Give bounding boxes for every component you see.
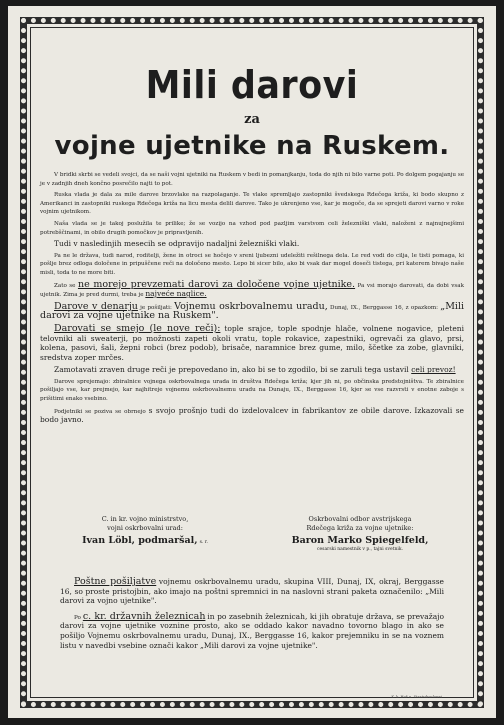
p7-note: „Mili darovi za vojne ujetnike na Ruskem". xyxy=(40,300,465,322)
sig-right-line1: Oskrbovalni odbor avstrijskega xyxy=(308,515,412,523)
p6-emphasis: ne morejo prevzemati darovi za določene vojne ujetnike. xyxy=(77,278,356,290)
paragraph-10: Darove sprejemajo: zbiralnice vojnega oskrbovalnega urada in društva Rdečega križa; kjer jih ni, po občinska predstojništva. Te zbiralnice pošiljajo vse, kar prejmejo, kar najhitreje vojnemu oskrbovalnemu uradu na Dunaju, IX., Berggasse 16, kjer se vse razvrsti v enotne zaboje s prišitimi enako vsebino. xyxy=(40,378,464,403)
p11-end: Izkazovali se bodo javno. xyxy=(40,405,464,425)
p11-middle: s svojo prošnjo tudi do izdelovalcev in fabrikantov ze obile darove. xyxy=(148,405,412,415)
p9-warning: Zamotavati zraven druge reči je prepovedano in, ako bi se to zgodilo, bi se zaruli tega ustavil xyxy=(54,365,409,375)
p6-middle: Pa vsi morajo darovati, da dobi vsak ujetnik. Zima je pred durmi, treba je xyxy=(40,282,465,299)
sig-left-suffix: s. r. xyxy=(199,540,208,545)
p7-office: Vojnemu oskrbovalnemu uradu, xyxy=(174,300,328,312)
postal-text: vojnemu oskrbovalnemu uradu, skupina VIII, Dunaj, IX, okraj, Berggasse 16, so proste pristojbin, ako imajo na poštni spremnici in na naslovni strani paketa označenilo: „Mili darovi za vojno ujetnike". xyxy=(60,577,444,606)
title-za: za xyxy=(244,112,260,127)
p11-start: Podjetniki se poziva se obrnejo xyxy=(54,408,146,415)
p6-start: Zato se xyxy=(54,282,76,289)
printer-mark: K. k. Hof- u. Staatsdruckerei xyxy=(391,695,442,699)
paragraph-2: Ruska vlada je dala za mile darove brzovlake na razpolaganje. Te vlake spremljajo zastopniki švedskega Rdečega križa, ki bodo skupno z Amerikanci in zastopniki ruskega Rdečega križa na licu mesta delili darove. Tako je ukrenjeno vse, kar je mogoče, da se sprejeti darovi varno v roke vojnim ujetnikom. xyxy=(40,192,464,216)
signature-right xyxy=(270,515,450,554)
p6-urgency: najveće naglice. xyxy=(145,289,207,299)
railway-heading: c. kr. državnih železnicah xyxy=(82,610,206,622)
sig-right-line2: Rdečega križa za vojne ujetnike: xyxy=(306,524,414,532)
sig-right-name: Baron Marko Spiegelfeld, xyxy=(291,535,429,546)
bottom-notices xyxy=(60,578,444,654)
paragraph-9 xyxy=(40,366,464,375)
allowed-items-heading: Darovati se smejo (le nove reči): xyxy=(54,322,221,334)
signature-left xyxy=(60,515,230,547)
paragraph-5: Pa ne le država, tudi narod, roditelji, žene in otroci se hočejo v sreni ljubezni udeležiti rešilnega dela. Le red vodi do cilja, le tisti pomaga, ki pošlje brez odloga določene in pripuščene reči na določeno mesto. Lepo bi sicer bilo, ako bi vsak dar mogel doseči tistega, pri katerem bivajo naše misli, toda to ne more biti. xyxy=(40,252,464,276)
money-donations: Darove v denarju xyxy=(54,300,138,312)
paragraph-11 xyxy=(40,407,464,426)
paragraph-8 xyxy=(40,322,464,363)
p7-send: je pošiljati: xyxy=(140,304,172,311)
postal-heading: Poštne pošiljatve xyxy=(74,576,157,587)
title-subtitle: vojne ujetnike na Ruskem. xyxy=(54,131,450,161)
paragraph-3: Naša vlada se je takoj poslužila te prilike; že se vozijo na vzhod pod pazljim varstvom celi železniški vlaki, naloženi z najnujnejšimi potrebščinami, in obilo drugih pomočkov je pripravljenih. xyxy=(40,220,464,236)
railway-text: in po zasebnih železnicah, ki jih obratuje država, se prevažajo darovi za vojne ujetnike voznine prosto, ako se oddado kakor navadno tovorno blago in ako se pošiljo Vojnemu oskrbovalnemu uradu, Dunaj, IX., Berggasse 16, kakor prejemniku in se na voznem listu v navedbi vsebine označi kakor „Mili darovi za vojne ujetnike". xyxy=(60,611,445,650)
p9-emphasis: celi prevoz! xyxy=(411,365,456,375)
sig-right-role: cesarski namestnik v p., tajni svetnik. xyxy=(317,547,403,552)
sig-left-name: Ivan Löbl, podmaršal, xyxy=(82,535,198,546)
paragraph-6 xyxy=(40,278,465,300)
p7-address: Dunaj, IX., Berggasse 16, z opazkom: xyxy=(329,304,439,311)
sig-left-line1: C. in kr. vojno ministrstvo, xyxy=(101,515,189,523)
paragraph-1: V bridki skrbi se vedeli svojci, da se naši vojni ujetniki na Ruskem v bedi in pomanjkanju, toda do njih ni bilo varne poti. Po dolgem pogajanju se je v zadnjih dneh končno posrečilo najti to pot. xyxy=(40,172,464,187)
postal-notice xyxy=(60,578,444,607)
allowed-items-list: tople srajce, tople spodnje hlače, volnene nogavice, pleteni telovniki ali sweaterji, po možnosti zapeti okoli vratu, tople rokavice, zapestniki, ogrevači za glavo, prsi, kolena, pasovi, šali, žepni robci (brez podob), brisače, naramnice brez gume, milo, ščetke za zobe, glavniki, sredstva zoper mrčes. xyxy=(40,323,464,362)
railway-start: Po xyxy=(74,614,81,621)
poster-content xyxy=(40,58,464,429)
title-main: Mili darovi xyxy=(145,63,359,107)
paragraph-4: Tudi v nasledinjih mesecih se odpravijo nadaljni železniški vlaki. xyxy=(54,239,300,249)
railway-notice xyxy=(60,610,445,651)
paragraph-7 xyxy=(40,300,465,322)
sig-left-line2: vojni oskrbovalni urad: xyxy=(107,524,183,532)
